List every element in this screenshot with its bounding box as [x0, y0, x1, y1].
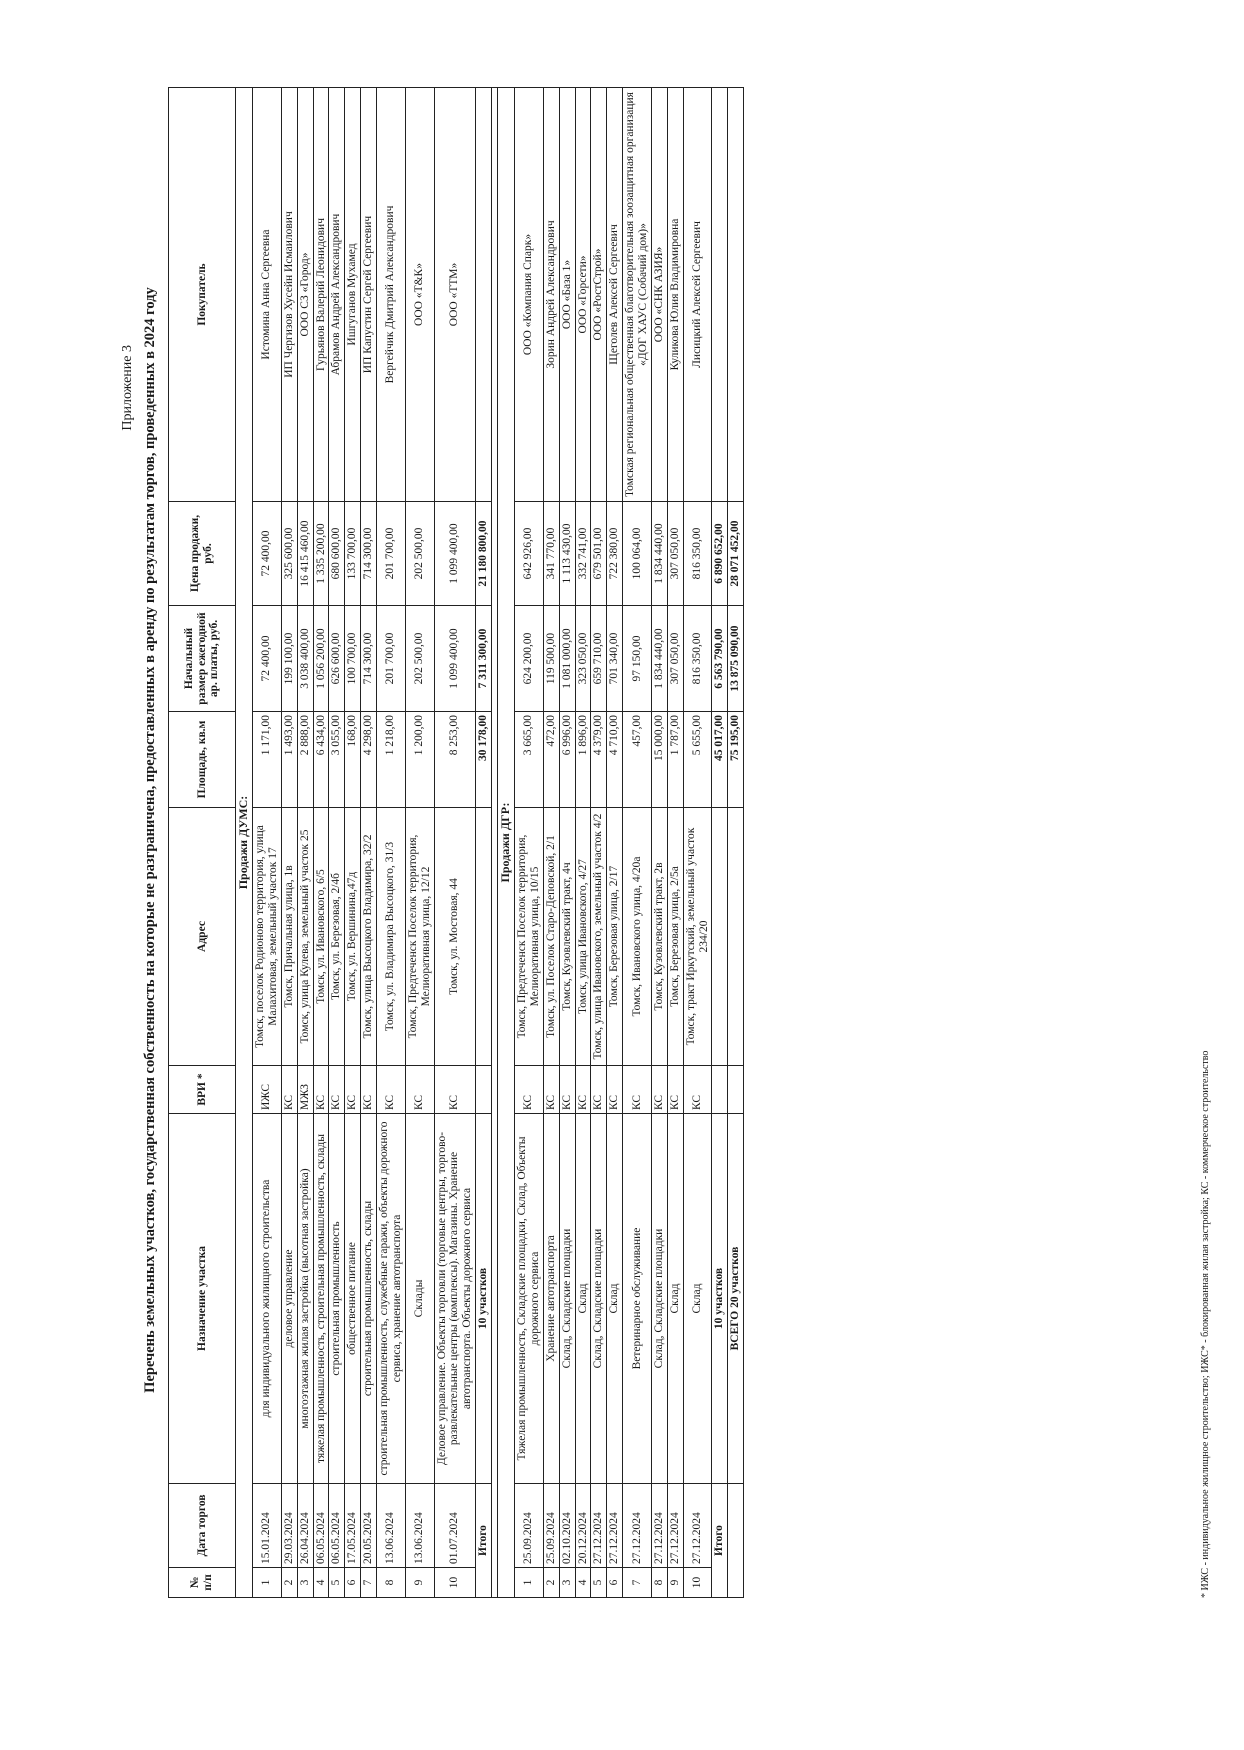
row-area: 4 710,00: [607, 712, 623, 808]
table-row: [329, 88, 345, 1598]
row-address: Томск, Кузовлевский тракт, 4ч: [559, 808, 575, 1066]
row-date: 27.12.2024: [607, 1484, 623, 1568]
row-vri: КС: [575, 1066, 591, 1114]
total-label: Итого: [476, 1484, 492, 1598]
grand-total-label: ВСЕГО 20 участков: [728, 1114, 744, 1484]
total-area: 45 017,00: [712, 712, 728, 808]
land-plots-table: [168, 87, 744, 1598]
row-date: 15.01.2024: [253, 1484, 282, 1568]
table-row: [591, 88, 607, 1598]
row-num: 4: [313, 1568, 329, 1598]
row-num: 7: [361, 1568, 377, 1598]
table-row: [559, 88, 575, 1598]
row-vri: КС: [345, 1066, 361, 1114]
row-vri: КС: [667, 1066, 683, 1114]
row-purpose: Склад: [667, 1114, 683, 1484]
row-buyer: ИП Чергизов Хусейн Исмаилович: [281, 88, 297, 502]
header-address: Адрес: [169, 808, 236, 1066]
row-area: 6 996,00: [559, 712, 575, 808]
total-sale-price: 21 180 800,00: [476, 502, 492, 606]
row-buyer: Вергейчик Дмитрий Александрович: [377, 88, 406, 502]
row-buyer: ООО «Горсети»: [575, 88, 591, 502]
row-num: 6: [607, 1568, 623, 1598]
row-purpose: Ветеринарное обслуживание: [623, 1114, 652, 1484]
row-date: 01.07.2024: [434, 1484, 476, 1568]
row-address: Томск, улица Высоцкого Владимира, 32/2: [361, 808, 377, 1066]
row-num: 10: [434, 1568, 476, 1598]
row-purpose: тяжелая промышленность, строительная промышленность, склады: [313, 1114, 329, 1484]
row-date: 06.05.2024: [313, 1484, 329, 1568]
row-area: 1 200,00: [405, 712, 434, 808]
row-num: 1: [515, 1568, 544, 1598]
row-sale-price: 642 926,00: [515, 502, 544, 606]
row-buyer: ООО «База 1»: [559, 88, 575, 502]
row-sale-price: 816 350,00: [683, 502, 712, 606]
row-area: 4 298,00: [361, 712, 377, 808]
row-vri: КС: [405, 1066, 434, 1114]
row-initial-rent: 97 150,00: [623, 606, 652, 712]
row-num: 5: [329, 1568, 345, 1598]
row-buyer: Абрамов Андрей Александрович: [329, 88, 345, 502]
row-purpose: Склад: [683, 1114, 712, 1484]
row-date: 26.04.2024: [297, 1484, 313, 1568]
row-num: 3: [297, 1568, 313, 1598]
row-initial-rent: 199 100,00: [281, 606, 297, 712]
row-address: Томск, улица Кулева, земельный участок 25: [297, 808, 313, 1066]
row-sale-price: 1 335 200,00: [313, 502, 329, 606]
row-area: 15 000,00: [651, 712, 667, 808]
row-area: 168,00: [345, 712, 361, 808]
row-num: 6: [345, 1568, 361, 1598]
row-buyer: Истомина Анна Сергеевна: [253, 88, 282, 502]
header-sale-price: Цена продажи, руб.: [169, 502, 236, 606]
row-address: Томск, улица Ивановского, земельный участок 4/2: [591, 808, 607, 1066]
appendix-label: Приложение 3: [120, 345, 135, 431]
section-row: [498, 88, 515, 1598]
section-title: Продажи ДУМС:: [236, 88, 253, 1598]
table-row: [575, 88, 591, 1598]
row-buyer: ООО «Компания Спарк»: [515, 88, 544, 502]
footnote: * ИЖС - индивидуальное жилищное строительство; ИЖС* - блокированная жилая застройка; КС - коммерческое строительство: [1200, 1050, 1211, 1598]
section-total-row: [712, 88, 728, 1598]
row-purpose: строительная промышленность, служебные гаражи, объекты дорожного сервиса, хранение автотранспорта: [377, 1114, 406, 1484]
header-vri: ВРИ *: [169, 1066, 236, 1114]
total-count: 10 участков: [712, 1114, 728, 1484]
grand-empty-1: [728, 1484, 744, 1598]
total-initial-rent: 7 311 300,00: [476, 606, 492, 712]
row-area: 2 888,00: [297, 712, 313, 808]
row-area: 4 379,00: [591, 712, 607, 808]
row-buyer: ООО «СНК АЗИЯ»: [651, 88, 667, 502]
row-area: 3 665,00: [515, 712, 544, 808]
row-address: Томск, тракт Иркутский, земельный участок 234/20: [683, 808, 712, 1066]
row-buyer: Ишгуганов Мухамед: [345, 88, 361, 502]
row-purpose: Склады: [405, 1114, 434, 1484]
row-initial-rent: 816 350,00: [683, 606, 712, 712]
row-date: 27.12.2024: [651, 1484, 667, 1568]
row-vri: КС: [515, 1066, 544, 1114]
row-date: 20.05.2024: [361, 1484, 377, 1568]
row-date: 02.10.2024: [559, 1484, 575, 1568]
row-buyer: ООО «Т&К»: [405, 88, 434, 502]
total-empty-vri: [712, 1066, 728, 1114]
row-address: Томск, улица Ивановского, 4/27: [575, 808, 591, 1066]
row-num: 4: [575, 1568, 591, 1598]
row-buyer: Куликова Юлия Владимировна: [667, 88, 683, 502]
row-vri: МЖЗ: [297, 1066, 313, 1114]
header-date: Дата торгов: [169, 1484, 236, 1568]
table-row: [281, 88, 297, 1598]
row-buyer: Гурьянов Валерий Леонидович: [313, 88, 329, 502]
row-initial-rent: 307 050,00: [667, 606, 683, 712]
row-initial-rent: 323 050,00: [575, 606, 591, 712]
table-row: [623, 88, 652, 1598]
section-total-row: [476, 88, 492, 1598]
row-sale-price: 1 834 440,00: [651, 502, 667, 606]
row-num: 2: [281, 1568, 297, 1598]
row-initial-rent: 1 099 400,00: [434, 606, 476, 712]
total-empty-buyer: [476, 88, 492, 502]
total-empty-buyer: [712, 88, 728, 502]
row-area: 6 434,00: [313, 712, 329, 808]
row-address: Томск, Причальная улица, 1в: [281, 808, 297, 1066]
grand-empty-buyer: [728, 88, 744, 502]
row-sale-price: 72 400,00: [253, 502, 282, 606]
header-area: Площадь, кв.м: [169, 712, 236, 808]
row-date: 25.09.2024: [543, 1484, 559, 1568]
section-row: [236, 88, 253, 1598]
total-empty-address: [476, 808, 492, 1066]
row-num: 3: [559, 1568, 575, 1598]
table-row: [667, 88, 683, 1598]
row-sale-price: 100 064,00: [623, 502, 652, 606]
row-num: 8: [651, 1568, 667, 1598]
table-row: [313, 88, 329, 1598]
header-initial-rent: Начальный размер ежегодной ар. платы, руб.: [169, 606, 236, 712]
row-sale-price: 722 380,00: [607, 502, 623, 606]
row-initial-rent: 1 834 440,00: [651, 606, 667, 712]
row-initial-rent: 202 500,00: [405, 606, 434, 712]
row-area: 8 253,00: [434, 712, 476, 808]
row-purpose: Склад, Складские площадки: [591, 1114, 607, 1484]
row-area: 472,00: [543, 712, 559, 808]
grand-empty-vri: [728, 1066, 744, 1114]
row-sale-price: 341 770,00: [543, 502, 559, 606]
row-purpose: Склад, Складские площадки: [559, 1114, 575, 1484]
page-title: Перечень земельных участков, государственная собственность на которые не разграничена, предоставленных в аренду по результатам торгов, проведенных в 2024 году: [142, 287, 158, 1393]
row-buyer: Щеголев Алексей Сергеевич: [607, 88, 623, 502]
row-vri: КС: [591, 1066, 607, 1114]
row-vri: КС: [651, 1066, 667, 1114]
row-area: 5 655,00: [683, 712, 712, 808]
grand-total-sale-price: 28 071 452,00: [728, 502, 744, 606]
row-vri: КС: [377, 1066, 406, 1114]
row-purpose: Склад: [575, 1114, 591, 1484]
row-sale-price: 332 741,00: [575, 502, 591, 606]
grand-total-area: 75 195,00: [728, 712, 744, 808]
row-date: 27.12.2024: [623, 1484, 652, 1568]
row-initial-rent: 626 600,00: [329, 606, 345, 712]
row-initial-rent: 72 400,00: [253, 606, 282, 712]
row-buyer: ООО «ТТМ»: [434, 88, 476, 502]
row-purpose: Деловое управление. Объекты торговли (торговые центры, торгово-развлекательные центры (комплексы). Магазины. Хранение автотранспорта. Объекты дорожного сервиса: [434, 1114, 476, 1484]
row-purpose: деловое управление: [281, 1114, 297, 1484]
header-buyer: Покупатель: [169, 88, 236, 502]
row-purpose: для индивидуального жилищного строительства: [253, 1114, 282, 1484]
row-num: 8: [377, 1568, 406, 1598]
row-num: 9: [405, 1568, 434, 1598]
row-address: Томск, Предтеченск Поселок территория, Мелиоративная улица, 12/12: [405, 808, 434, 1066]
row-purpose: строительная промышленность: [329, 1114, 345, 1484]
row-purpose: Склад: [607, 1114, 623, 1484]
table-row: [345, 88, 361, 1598]
header-purpose: Назначение участка: [169, 1114, 236, 1484]
row-num: 7: [623, 1568, 652, 1598]
row-date: 29.03.2024: [281, 1484, 297, 1568]
row-num: 5: [591, 1568, 607, 1598]
table-row: [651, 88, 667, 1598]
row-address: Томск, Березовая улица, 2/5а: [667, 808, 683, 1066]
total-area: 30 178,00: [476, 712, 492, 808]
row-area: 1 787,00: [667, 712, 683, 808]
row-vri: КС: [623, 1066, 652, 1114]
row-sale-price: 307 050,00: [667, 502, 683, 606]
table-row: [607, 88, 623, 1598]
table-row: [361, 88, 377, 1598]
row-num: 10: [683, 1568, 712, 1598]
row-date: 27.12.2024: [667, 1484, 683, 1568]
row-initial-rent: 201 700,00: [377, 606, 406, 712]
row-address: Томск, ул. Вершинина,47д: [345, 808, 361, 1066]
row-address: Томск, ул. Березовая, 2/4б: [329, 808, 345, 1066]
table-row: [405, 88, 434, 1598]
row-buyer: Лисицкий Алексей Сергеевич: [683, 88, 712, 502]
row-sale-price: 202 500,00: [405, 502, 434, 606]
row-buyer: Томская региональная общественная благотворительная зоозащитная организация «ДОГ ХАУС (Собачий дом)»: [623, 88, 652, 502]
section-title: Продажи ДГР:: [498, 88, 515, 1598]
row-area: 1 218,00: [377, 712, 406, 808]
row-vri: КС: [329, 1066, 345, 1114]
row-initial-rent: 100 700,00: [345, 606, 361, 712]
row-date: 27.12.2024: [683, 1484, 712, 1568]
row-buyer: Зорин Андрей Александрович: [543, 88, 559, 502]
row-address: Томск, Березовая улица, 2/17: [607, 808, 623, 1066]
row-purpose: Хранение автотранспорта: [543, 1114, 559, 1484]
row-initial-rent: 1 081 000,00: [559, 606, 575, 712]
row-date: 25.09.2024: [515, 1484, 544, 1568]
row-vri: КС: [281, 1066, 297, 1114]
row-vri: КС: [313, 1066, 329, 1114]
table-header-row: [169, 88, 236, 1598]
row-sale-price: 1 113 430,00: [559, 502, 575, 606]
row-initial-rent: 119 500,00: [543, 606, 559, 712]
row-area: 1 896,00: [575, 712, 591, 808]
row-vri: КС: [434, 1066, 476, 1114]
total-count: 10 участков: [476, 1114, 492, 1484]
grand-empty-address: [728, 808, 744, 1066]
table-row: [515, 88, 544, 1598]
row-area: 1 171,00: [253, 712, 282, 808]
total-initial-rent: 6 563 790,00: [712, 606, 728, 712]
row-address: Томск, ул. Мостовая, 44: [434, 808, 476, 1066]
row-area: 1 493,00: [281, 712, 297, 808]
row-purpose: Склад, Складские площадки: [651, 1114, 667, 1484]
row-address: Томск, поселок Родионово территория, улица Малахитовая, земельный участок 17: [253, 808, 282, 1066]
row-vri: КС: [683, 1066, 712, 1114]
row-date: 13.06.2024: [405, 1484, 434, 1568]
row-area: 3 055,00: [329, 712, 345, 808]
row-initial-rent: 3 038 400,00: [297, 606, 313, 712]
grand-total-row: [728, 88, 744, 1598]
row-sale-price: 1 099 400,00: [434, 502, 476, 606]
row-initial-rent: 1 056 200,00: [313, 606, 329, 712]
total-empty-address: [712, 808, 728, 1066]
row-vri: КС: [543, 1066, 559, 1114]
row-num: 1: [253, 1568, 282, 1598]
row-sale-price: 16 415 460,00: [297, 502, 313, 606]
grand-total-initial-rent: 13 875 090,00: [728, 606, 744, 712]
row-buyer: ООО «РостСтрой»: [591, 88, 607, 502]
row-purpose: многоэтажная жилая застройка (высотная застройка): [297, 1114, 313, 1484]
row-sale-price: 679 501,00: [591, 502, 607, 606]
row-purpose: общественное питание: [345, 1114, 361, 1484]
row-date: 27.12.2024: [591, 1484, 607, 1568]
row-vri: КС: [361, 1066, 377, 1114]
row-date: 06.05.2024: [329, 1484, 345, 1568]
table-row: [253, 88, 282, 1598]
row-address: Томск, Предтеченск Поселок территория, Мелиоративная улица, 10/15: [515, 808, 544, 1066]
row-address: Томск, ул. Ивановского, 6/5: [313, 808, 329, 1066]
row-initial-rent: 701 340,00: [607, 606, 623, 712]
row-date: 13.06.2024: [377, 1484, 406, 1568]
row-date: 20.12.2024: [575, 1484, 591, 1568]
row-address: Томск, ул. Владимира Высоцкого, 31/3: [377, 808, 406, 1066]
row-buyer: ООО СЗ «Город»: [297, 88, 313, 502]
header-num: № п/п: [169, 1568, 236, 1598]
table-row: [543, 88, 559, 1598]
row-sale-price: 714 300,00: [361, 502, 377, 606]
total-label: Итого: [712, 1484, 728, 1598]
row-area: 457,00: [623, 712, 652, 808]
row-sale-price: 325 600,00: [281, 502, 297, 606]
table-row: [297, 88, 313, 1598]
row-address: Томск, Кузовлевский тракт, 2в: [651, 808, 667, 1066]
row-num: 2: [543, 1568, 559, 1598]
row-buyer: ИП Капустин Сергей Сергеевич: [361, 88, 377, 502]
row-vri: КС: [559, 1066, 575, 1114]
table-row: [683, 88, 712, 1598]
row-vri: ИЖС: [253, 1066, 282, 1114]
row-initial-rent: 624 200,00: [515, 606, 544, 712]
row-vri: КС: [607, 1066, 623, 1114]
table-row: [434, 88, 476, 1598]
total-empty-vri: [476, 1066, 492, 1114]
row-address: Томск, Ивановского улица, 4/20а: [623, 808, 652, 1066]
row-initial-rent: 714 300,00: [361, 606, 377, 712]
row-sale-price: 133 700,00: [345, 502, 361, 606]
row-initial-rent: 659 710,00: [591, 606, 607, 712]
row-address: Томск, ул. Поселок Старо-Деповской, 2/1: [543, 808, 559, 1066]
table-row: [377, 88, 406, 1598]
row-sale-price: 201 700,00: [377, 502, 406, 606]
row-date: 17.05.2024: [345, 1484, 361, 1568]
row-sale-price: 680 600,00: [329, 502, 345, 606]
row-num: 9: [667, 1568, 683, 1598]
total-sale-price: 6 890 652,00: [712, 502, 728, 606]
row-purpose: строительная промышленность, склады: [361, 1114, 377, 1484]
row-purpose: Тяжелая промышленность, Складские площадки, Склад, Объекты дорожного сервиса: [515, 1114, 544, 1484]
